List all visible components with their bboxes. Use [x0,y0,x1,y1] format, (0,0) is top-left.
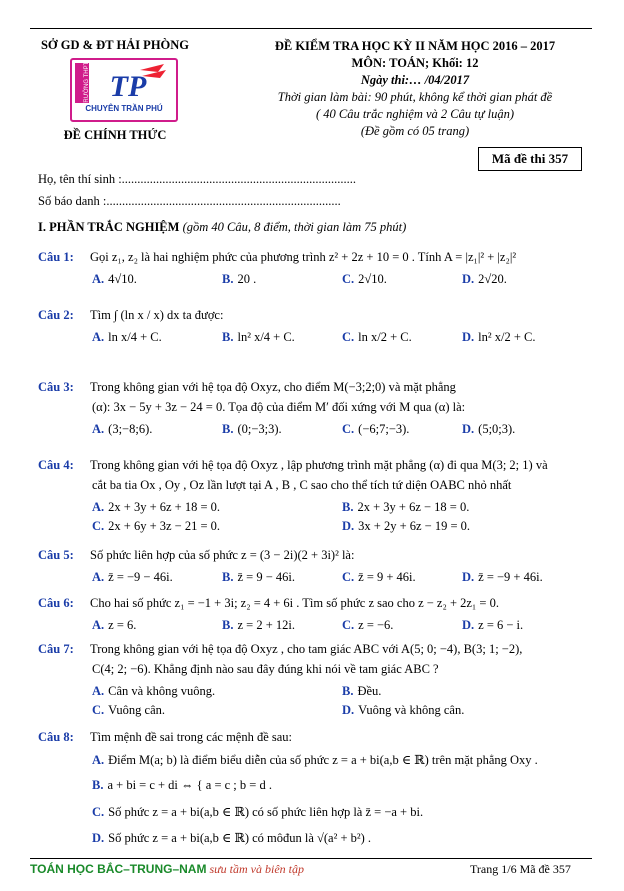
option-letter: A. [92,272,105,286]
question-text: Cho hai số phức z₁ = −1 + 3i; z₂ = 4 + 6i . Tìm số phức z sao cho z − z₂ + 2z₁ = 0. [90,596,499,610]
option-text: 2√10. [358,272,387,286]
section-title [38,220,406,235]
option-b[interactable] [92,778,272,793]
official-label: ĐỀ CHÍNH THỨC [63,128,167,142]
footer-brand-sub: sưu tầm và biên tập [206,862,304,876]
option-letter: C. [92,519,105,533]
option-b[interactable] [222,570,295,585]
option-d[interactable] [462,618,523,633]
question-3 [38,378,594,397]
option-letter: C. [92,703,105,717]
option-letter: C. [92,805,105,819]
option-c[interactable] [342,570,416,585]
option-text: z = 2 + 12i. [237,618,295,632]
option-text: Vuông và không cân. [358,703,465,717]
option-text: 4√10. [108,272,137,286]
option-letter: A. [92,618,105,632]
option-b[interactable] [342,684,381,699]
option-text: Đều. [357,684,382,698]
option-a[interactable] [92,330,162,345]
option-letter: B. [222,422,234,436]
option-c[interactable] [342,422,409,437]
question-text: Số phức liên hợp của số phức z = (3 − 2i)(2 + 3i)² là: [90,548,355,562]
option-text: z = 6 − i. [478,618,524,632]
option-text: a + bi = c + di ⇔ { a = c ; b = d . [107,778,272,792]
top-rule [30,28,592,29]
option-c[interactable] [92,804,423,820]
footer-brand-main: TOÁN HỌC BẮC–TRUNG–NAM [30,862,207,876]
option-letter: C. [342,618,355,632]
option-text: ln x/2 + C. [358,330,412,344]
option-letter: D. [342,703,355,717]
question-label: Câu 8: [38,730,74,744]
option-letter: B. [222,570,234,584]
option-text: ln² x/2 + C. [478,330,536,344]
option-letter: A. [92,684,105,698]
option-letter: C. [342,272,355,286]
option-letter: B. [342,684,354,698]
option-text: Điểm M(a; b) là điểm biểu diễn của số phức z = a + bi(a,b ∈ ℝ) trên mặt phẳng Oxy . [108,753,538,767]
option-letter: B. [222,618,234,632]
option-letter: D. [462,272,475,286]
option-c[interactable] [92,519,220,534]
exam-subject: MÔN: TOÁN; Khối: 12 [351,56,479,70]
footer-page: Trang 1/6 Mã đề 357 [470,862,571,876]
question-text: Trong không gian với hệ tọa độ Oxyz, cho điểm M(−3;2;0) và mặt phẳng [90,380,456,394]
option-letter: A. [92,422,105,436]
question-label: Câu 2: [38,308,74,322]
question-5 [38,546,594,565]
option-text: z̄ = −9 + 46i. [478,570,543,584]
option-d[interactable] [462,272,507,287]
option-text: z̄ = 9 − 46i. [237,570,295,584]
option-letter: C. [342,330,355,344]
option-letter: D. [462,422,475,436]
option-b[interactable] [222,272,256,287]
question-text: Trong không gian với hệ tọa độ Oxyz , cho tam giác ABC với A(5; 0; −4), B(3; 1; −2), [90,642,523,656]
option-letter: D. [462,618,475,632]
option-d[interactable] [462,570,543,585]
option-b[interactable] [342,500,469,515]
question-label: Câu 7: [38,642,74,656]
option-c[interactable] [342,618,393,633]
student-id-line: Số báo danh :........................................................................... [38,194,341,208]
option-letter: A. [92,330,105,344]
option-b[interactable] [222,330,295,345]
option-letter: C. [342,570,355,584]
option-a[interactable] [92,422,152,437]
option-text: Vuông cân. [108,703,166,717]
option-letter: D. [462,330,475,344]
question-label: Câu 5: [38,548,74,562]
option-text: z̄ = 9 + 46i. [358,570,416,584]
question-1 [38,248,594,267]
option-d[interactable] [342,519,470,534]
option-text: (0;−3;3). [237,422,282,436]
department-name: SỞ GD & ĐT HẢI PHÒNG [40,38,190,52]
option-letter: D. [92,831,105,845]
option-text: 3x + 2y + 6z − 19 = 0. [358,519,471,533]
option-a[interactable] [92,684,215,699]
option-letter: D. [342,519,355,533]
exam-time: Thời gian làm bài: 90 phút, không kể thời gian phát đề [277,90,553,104]
option-text: ln² x/4 + C. [237,330,295,344]
exam-title: ĐỀ KIỂM TRA HỌC KỲ II NĂM HỌC 2016 – 2017 [274,39,556,53]
option-letter: A. [92,570,105,584]
option-text: 2x + 3y + 6z − 18 = 0. [357,500,470,514]
option-text: 2x + 3y + 6z + 18 = 0. [108,500,221,514]
exam-header [235,38,595,140]
option-text: z̄ = −9 − 46i. [108,570,173,584]
exam-code-box: Mã đề thi 357 [478,147,582,171]
option-text: Số phức z = a + bi(a,b ∈ ℝ) có môđun là √(a² + b²) . [108,831,372,845]
option-c[interactable] [342,272,387,287]
option-a[interactable] [92,500,220,515]
option-a[interactable] [92,272,137,287]
option-letter: B. [222,330,234,344]
option-c[interactable] [92,703,165,718]
option-d[interactable] [342,703,464,718]
question-text: Trong không gian với hệ tọa độ Oxyz , lập phương trình mặt phẳng (α) đi qua M(3; 2; 1) và [90,458,548,472]
option-b[interactable] [222,422,282,437]
option-text: (−6;7;−3). [358,422,410,436]
option-text: z = −6. [358,618,394,632]
option-a[interactable] [92,752,538,768]
question-text: Gọi z₁, z₂ là hai nghiệm phức của phương trình z² + 2z + 10 = 0 . Tính A = |z₁|² + |z₂|² [90,250,517,264]
question-2 [38,306,594,325]
logo-tag-text: TRƯỜNG THPT [84,61,90,107]
option-letter: B. [92,778,104,792]
exam-pages: (Đề gồm có 05 trang) [360,124,470,138]
question-label: Câu 3: [38,380,74,394]
option-b[interactable] [222,618,295,633]
question-label: Câu 4: [38,458,74,472]
option-text: 20 . [237,272,257,286]
option-a[interactable] [92,570,173,585]
question-8 [38,728,594,747]
question-label: Câu 1: [38,250,74,264]
option-letter: C. [342,422,355,436]
option-text: Số phức z = a + bi(a,b ∈ ℝ) có số phức liên hợp là z̄ = −a + bi. [108,805,424,819]
question-7 [38,640,594,659]
question-text: Tìm mệnh đề sai trong các mệnh đề sau: [90,730,293,744]
option-d[interactable] [92,830,371,846]
question-text-cont: cắt ba tia Ox , Oy , Oz lần lượt tại A , B , C sao cho thể tích tứ diện OABC nhỏ nhất [92,478,512,492]
question-6 [38,594,594,613]
section-heading: I. PHẦN TRẮC NGHIỆM [38,220,180,234]
option-text: (5;0;3). [478,422,516,436]
exam-structure: ( 40 Câu trắc nghiệm và 2 Câu tự luận) [315,107,515,121]
exam-date: Ngày thi:… /04/2017 [360,73,470,87]
footer-rule [30,858,592,859]
option-text: 2√20. [478,272,507,286]
question-text-cont: C(4; 2; −6). Khẳng định nào sau đây đúng khi nói về tam giác ABC ? [92,662,439,676]
option-text: 2x + 6y + 3z − 21 = 0. [108,519,221,533]
option-text: (3;−8;6). [108,422,153,436]
student-name-line: Họ, tên thí sinh :........................................................................... [38,172,357,186]
question-text: Tìm ∫ (ln x / x) dx ta được: [90,308,224,322]
option-text: ln x/4 + C. [108,330,162,344]
svg-text:TP: TP [109,70,147,103]
option-letter: B. [342,500,354,514]
question-4 [38,456,594,475]
option-d[interactable] [462,330,536,345]
logo-school-name: CHUYÊN TRẦN PHÚ [85,104,163,113]
question-label: Câu 6: [38,596,74,610]
option-letter: D. [462,570,475,584]
option-c[interactable] [342,330,412,345]
question-text-cont: (α): 3x − 5y + 3z − 24 = 0. Tọa độ của điểm M′ đối xứng với M qua (α) là: [92,400,466,414]
option-a[interactable] [92,618,136,633]
option-text: z = 6. [108,618,137,632]
option-letter: A. [92,500,105,514]
option-letter: A. [92,753,105,767]
option-text: Cân và không vuông. [108,684,216,698]
section-note: (gồm 40 Câu, 8 điểm, thời gian làm 75 phút) [179,220,407,234]
option-d[interactable] [462,422,515,437]
school-logo [70,58,178,122]
option-letter: B. [222,272,234,286]
footer-brand [30,862,304,877]
